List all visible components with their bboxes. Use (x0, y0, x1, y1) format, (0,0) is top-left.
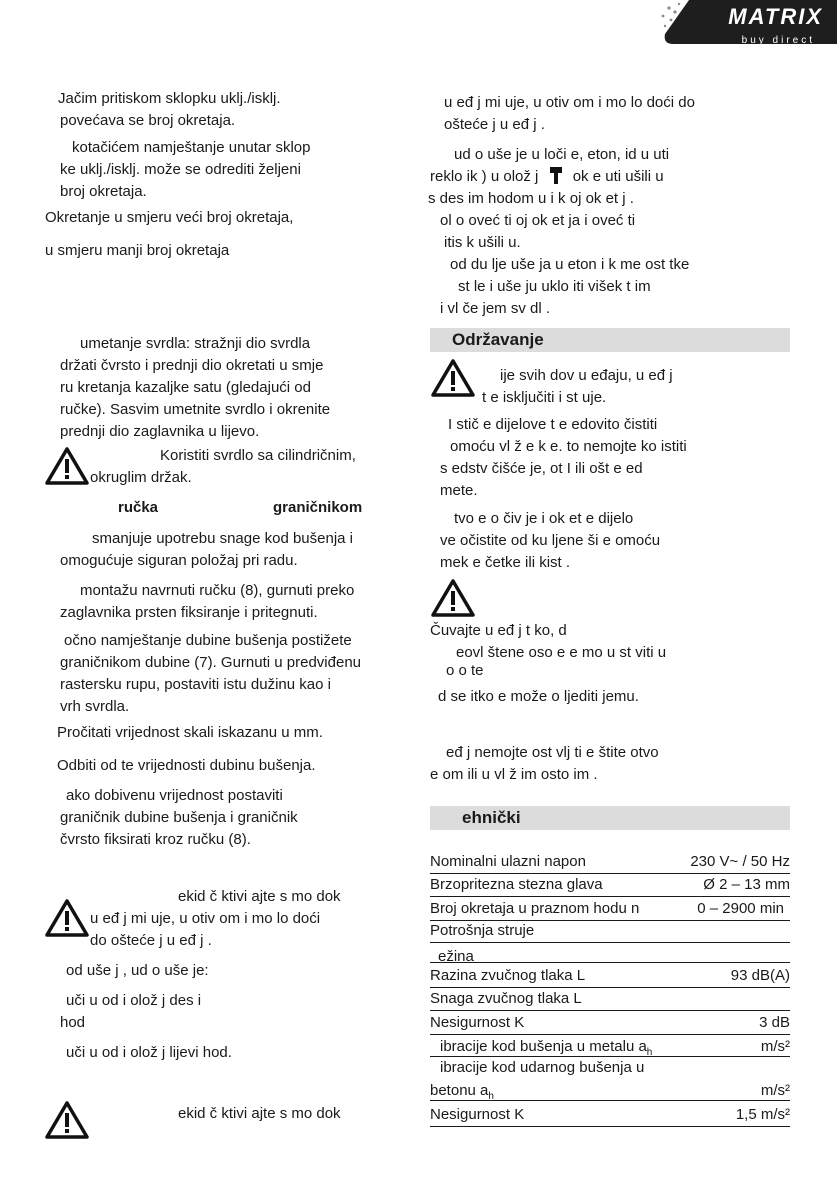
text-line: povećava se broj okretaja. (60, 112, 236, 129)
spec-label: Broj okretaja u praznom hodu n (430, 900, 640, 917)
heading-technical-data: ehnički (462, 808, 521, 827)
warning-switch-off: ekid č ktivi ajte s mo dok (178, 1105, 341, 1122)
text-line: tvo e o čiv je i ok et e dijelo (454, 510, 634, 527)
text-line: umetanje svrdla: stražnji dio svrdla (80, 335, 311, 352)
text-line: graničnik dubine bušenja i graničnik (60, 809, 298, 826)
spec-value: 0 – 2900 min (697, 900, 784, 917)
spec-row (430, 851, 790, 874)
text-line: kotačićem namještanje unutar sklop (72, 139, 311, 156)
spec-label: Snaga zvučnog tlaka L (430, 990, 582, 1007)
text-line: zaglavnika prsten fiksiranje i pritegnuti. (60, 604, 318, 621)
text-line: mete. (440, 482, 478, 499)
spec-row (430, 898, 790, 921)
spec-row (430, 944, 790, 963)
text-line: montažu navrnuti ručku (8), gurnuti preko (80, 582, 355, 599)
spec-value: Ø 2 – 13 mm (703, 876, 790, 893)
text-line: u eđ j mi uje, u otiv om i mo lo doći (90, 910, 321, 927)
spec-row (430, 920, 790, 943)
text-line: rastersku rupu, postaviti istu dužinu kao i (60, 676, 331, 693)
text-line: hod (60, 1014, 86, 1031)
warning-triangle-icon (44, 446, 90, 486)
text-line: smanjuje upotrebu snage kod bušenja i (92, 530, 354, 547)
spec-value: 1,5 m/s² (735, 1106, 790, 1123)
text-line: od du lje uše ja u eton i k me ost tke (450, 256, 690, 273)
text-line: s edstv čišće je, ot I ili ošt e ed (440, 460, 643, 477)
spec-value: 93 dB(A) (730, 967, 790, 984)
paragraph-chuck-cleaning (440, 508, 660, 574)
paragraph-cleaning (440, 414, 687, 502)
paragraph-long-drilling (440, 254, 689, 320)
text-line: reklo ik ) u olož j (430, 168, 539, 185)
spec-row (430, 1057, 790, 1077)
text-line: graničnikom dubine (7). Gurnuti u predviđenu (60, 654, 362, 671)
text-line: ke uklj./isklj. može se odrediti željeni (60, 161, 301, 178)
text-line: ve očistite od ku ljene ši e omoću (440, 532, 661, 549)
spec-label-subscript: h (488, 1091, 494, 1102)
paragraph-drill-mode: od uše j , ud o uše je: (66, 962, 209, 979)
text-line: ekid č ktivi ajte s mo dok (178, 888, 341, 905)
paragraph-set-stop (60, 785, 298, 851)
heading-handle: ručka (118, 499, 159, 516)
spec-row (430, 965, 790, 988)
paragraph-handle-purpose (60, 528, 353, 572)
text-line: omoću vl ž e k e. to nemojte ko istiti (450, 438, 687, 455)
spec-label-text: ibracije kod bušenja u metalu a (440, 1038, 647, 1055)
heading-maintenance: Održavanje (452, 330, 544, 349)
text-line: eđ j nemojte ost vlj ti e štite otvo (446, 744, 659, 761)
spec-row (430, 874, 790, 897)
paragraph-speed-wheel (60, 137, 310, 203)
spec-label: Brzopritezna stezna glava (430, 876, 603, 893)
text-line: itis k ušili u. (444, 234, 521, 251)
spec-label: Potrošnja struje (430, 922, 535, 939)
text-line: čvrsto fiksirati kroz ručku (8). (60, 831, 251, 848)
text-line: I stič e dijelove t e edovito čistiti (448, 416, 658, 433)
text-line: ručke). Sasvim umetnite svrdlo i okrenite (60, 401, 331, 418)
paragraph-right-rotation (60, 990, 201, 1034)
spec-row (430, 1104, 790, 1127)
spec-value: 230 V~ / 50 Hz (690, 853, 790, 870)
brand-logo (659, 0, 837, 44)
text-line: i vl če jem sv dl . (440, 300, 551, 317)
text-line: Čuvajte u eđ j t ko, d (430, 622, 567, 639)
spec-value: 3 dB (759, 1014, 790, 1031)
text-line: ok e uti ušili u (572, 168, 664, 185)
warning-triangle-icon (430, 358, 476, 398)
spec-label-subscript: h (646, 1047, 653, 1058)
paragraph-subtract-depth: Odbiti od te vrijednosti dubinu bušenja. (57, 757, 316, 774)
text-line: ud o uše je u loči e, eton, id u uti (454, 146, 670, 163)
spec-label: ibracije kod udarnog bušenja u (440, 1059, 645, 1076)
paragraph-bit-insertion (60, 333, 330, 443)
text-line: Koristiti svrdlo sa cilindričnim, (160, 447, 356, 464)
spec-label: Nesigurnost K (430, 1106, 525, 1123)
text-line: vrh svrdla. (60, 698, 130, 715)
paragraph-depth-setting (60, 630, 361, 718)
paragraph-damage-warning (444, 92, 695, 136)
text-line: d se itko e može o ljediti jemu. (438, 688, 639, 705)
text-line: t e isključiti i st uje. (482, 389, 607, 406)
paragraph-rotation-right: Okretanje u smjeru veći broj okretaja, (45, 209, 294, 226)
text-line: ošteće j u eđ j . (444, 116, 545, 133)
text-line: Jačim pritiskom sklopku uklj./isklj. (58, 90, 281, 107)
text-line: eovl štene oso e e mo u st viti u (456, 644, 667, 661)
text-line: držati čvrsto i prednji dio okretati u smje (60, 357, 324, 374)
hammer-icon (549, 166, 563, 184)
spec-label: Nominalni ulazni napon (430, 853, 586, 870)
brand-name: MATRIX (728, 4, 823, 29)
text-line: do ošteće j u eđ j . (90, 932, 212, 949)
text-line: mek e četke ili kist . (440, 554, 571, 571)
paragraph-storage (430, 620, 666, 708)
warning-unplug-before-maintenance (480, 365, 673, 409)
text-line: okruglim držak. (90, 469, 192, 486)
paragraph-handle-mounting (60, 580, 354, 624)
text-line: s des im hodom u i k oj ok et j . (428, 190, 634, 207)
text-line: omogućuje siguran položaj pri radu. (60, 552, 298, 569)
text-line: prednji dio zaglavnika u lijevo. (60, 423, 260, 440)
text-line: st le i uše ju uklo iti višek t im (458, 278, 651, 295)
text-line: ije svih dov u eđaju, u eđ j (500, 367, 673, 384)
warning-triangle-icon (430, 578, 476, 618)
paragraph-switch-pressure (58, 88, 281, 132)
spec-value: m/s² (760, 1038, 790, 1055)
warning-switch-direction (90, 886, 341, 952)
paragraph-read-value: Pročitati vrijednost skali iskazanu u mm. (57, 724, 323, 741)
paragraph-rotation-left: u smjeru manji broj okretaja (45, 242, 230, 259)
text-line: u eđ j mi uje, u otiv om i mo lo doći do (444, 94, 695, 111)
text-line: uči u od i olož j des i (66, 992, 202, 1009)
spec-row (430, 1080, 790, 1101)
text-line: ru kretanja kazaljke satu (gledajući od (60, 379, 311, 396)
spec-label: Nesigurnost K (430, 1014, 525, 1031)
text-line: očno namještanje dubine bušenja postižete (64, 632, 352, 649)
spec-value: m/s² (760, 1082, 790, 1099)
spec-row (430, 1036, 790, 1057)
brand-tagline: buy direct (741, 35, 815, 46)
warning-triangle-icon (44, 898, 90, 938)
paragraph-left-rotation: uči u od i olož j lijevi hod. (66, 1044, 232, 1061)
spec-label: ežina (438, 948, 474, 965)
spec-label: Razina zvučnog tlaka L (430, 967, 586, 984)
paragraph-storage-location (430, 742, 659, 786)
text-line: e om ili u vl ž im osto im . (430, 766, 598, 783)
text-line: o o te (446, 662, 484, 679)
spec-row (430, 988, 790, 1011)
text-line: broj okretaja. (60, 183, 147, 200)
warning-cylindrical-shank (90, 445, 356, 489)
paragraph-hammer-drilling (428, 144, 669, 254)
spec-row (430, 1012, 790, 1035)
text-line: ako dobivenu vrijednost postaviti (66, 787, 283, 804)
heading-depth-stop: graničnikom (273, 499, 363, 516)
text-line: ol o oveć ti oj ok et ja i oveć ti (440, 212, 636, 229)
spec-label-text: betonu a (430, 1082, 489, 1099)
warning-triangle-icon (44, 1100, 90, 1140)
